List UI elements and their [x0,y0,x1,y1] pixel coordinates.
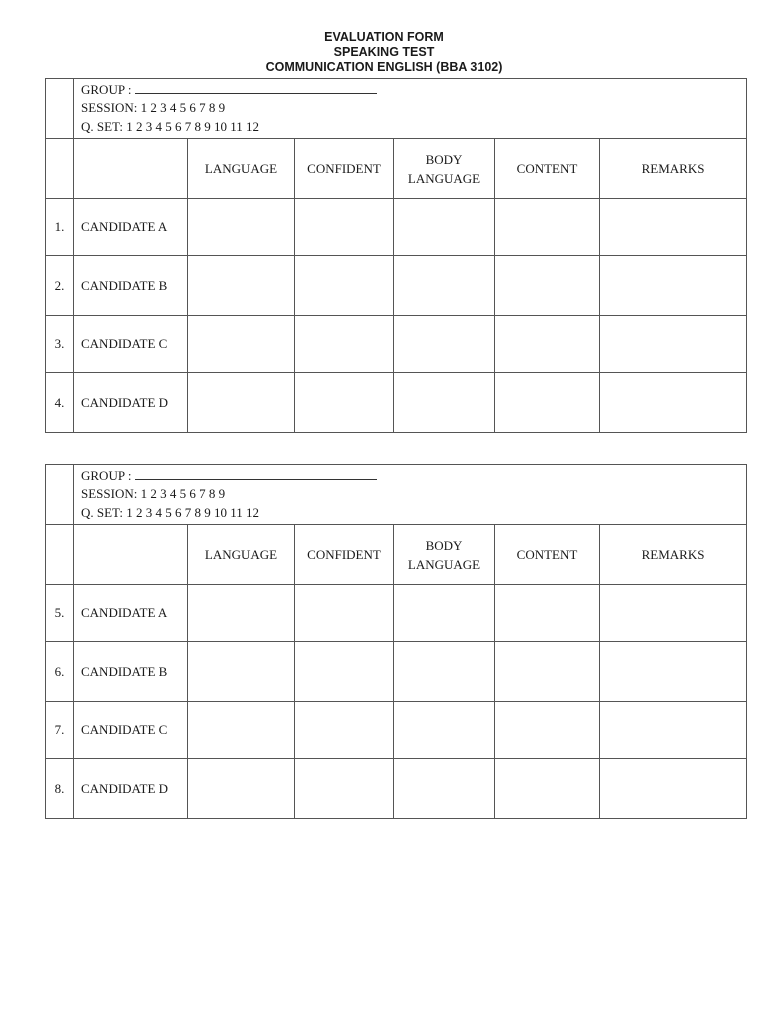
session-line: SESSION: 1 2 3 4 5 6 7 8 9 [81,486,226,502]
candidate-row [46,373,747,433]
header-language: LANGUAGE [188,139,295,199]
content-score-cell[interactable] [495,642,600,702]
header-remarks: REMARKS [600,139,747,199]
evaluation-table-1 [45,78,747,433]
confident-score-cell[interactable] [295,585,394,642]
group-info-cell [74,79,747,139]
language-score-cell[interactable] [188,759,295,819]
session-line: SESSION: 1 2 3 4 5 6 7 8 9 [81,100,226,116]
remarks-cell[interactable] [600,642,747,702]
column-header-row [46,525,747,585]
language-score-cell[interactable] [188,256,295,316]
group-label: GROUP : [81,81,132,97]
group-info-row [46,79,747,139]
remarks-cell[interactable] [600,759,747,819]
header-confident: CONFIDENT [295,139,394,199]
language-score-cell[interactable] [188,199,295,256]
language-score-cell[interactable] [188,373,295,433]
evaluation-table-2 [45,464,747,819]
candidate-name: CANDIDATE D [74,759,188,819]
confident-score-cell[interactable] [295,373,394,433]
body-language-score-cell[interactable] [394,642,495,702]
header-blank-cell [74,525,188,585]
form-subtitle: SPEAKING TEST [333,45,435,59]
confident-score-cell[interactable] [295,256,394,316]
remarks-cell[interactable] [600,316,747,373]
body-language-score-cell[interactable] [394,702,495,759]
group-info-row [46,465,747,525]
form-header [0,30,768,75]
header-blank-cell [46,525,74,585]
candidate-name: CANDIDATE B [74,256,188,316]
group-info-cell [74,465,747,525]
content-score-cell[interactable] [495,256,600,316]
language-score-cell[interactable] [188,642,295,702]
content-score-cell[interactable] [495,585,600,642]
candidate-name: CANDIDATE A [74,199,188,256]
language-score-cell[interactable] [188,702,295,759]
candidate-name: CANDIDATE B [74,642,188,702]
confident-score-cell[interactable] [295,642,394,702]
header-content: CONTENT [495,139,600,199]
confident-score-cell[interactable] [295,759,394,819]
group-label: GROUP : [81,467,132,483]
row-number: 3. [46,316,74,373]
remarks-cell[interactable] [600,199,747,256]
body-language-score-cell[interactable] [394,373,495,433]
body-language-score-cell[interactable] [394,316,495,373]
info-blank-cell [46,465,74,525]
remarks-cell[interactable] [600,585,747,642]
header-blank-cell [46,139,74,199]
candidate-name: CANDIDATE C [74,702,188,759]
row-number: 2. [46,256,74,316]
candidate-row [46,702,747,759]
remarks-cell[interactable] [600,256,747,316]
row-number: 7. [46,702,74,759]
row-number: 5. [46,585,74,642]
qset-line: Q. SET: 1 2 3 4 5 6 7 8 9 10 11 12 [81,504,259,520]
row-number: 6. [46,642,74,702]
candidate-row [46,759,747,819]
header-body-language-line1: BODY [425,537,463,553]
row-number: 4. [46,373,74,433]
candidate-row [46,316,747,373]
row-number: 8. [46,759,74,819]
content-score-cell[interactable] [495,199,600,256]
header-blank-cell [74,139,188,199]
candidate-row [46,585,747,642]
language-score-cell[interactable] [188,585,295,642]
candidate-row [46,256,747,316]
confident-score-cell[interactable] [295,199,394,256]
remarks-cell[interactable] [600,373,747,433]
group-line [81,81,746,100]
info-blank-cell [46,79,74,139]
confident-score-cell[interactable] [295,316,394,373]
candidate-name: CANDIDATE C [74,316,188,373]
header-content: CONTENT [495,525,600,585]
header-body-language [394,525,495,585]
candidate-row [46,199,747,256]
header-remarks: REMARKS [600,525,747,585]
header-confident: CONFIDENT [295,525,394,585]
row-number: 1. [46,199,74,256]
header-body-language-line2: LANGUAGE [407,170,481,186]
form-title: EVALUATION FORM [324,30,444,44]
confident-score-cell[interactable] [295,702,394,759]
group-blank-field[interactable] [135,467,377,480]
content-score-cell[interactable] [495,373,600,433]
language-score-cell[interactable] [188,316,295,373]
course-name: COMMUNICATION ENGLISH (BBA 3102) [265,60,503,74]
column-header-row [46,139,747,199]
qset-line: Q. SET: 1 2 3 4 5 6 7 8 9 10 11 12 [81,118,259,134]
body-language-score-cell[interactable] [394,585,495,642]
header-language: LANGUAGE [188,525,295,585]
content-score-cell[interactable] [495,759,600,819]
body-language-score-cell[interactable] [394,759,495,819]
group-blank-field[interactable] [135,81,377,94]
remarks-cell[interactable] [600,702,747,759]
body-language-score-cell[interactable] [394,256,495,316]
header-body-language-line1: BODY [425,151,463,167]
header-body-language-line2: LANGUAGE [407,556,481,572]
header-body-language [394,139,495,199]
candidate-row [46,642,747,702]
content-score-cell[interactable] [495,702,600,759]
content-score-cell[interactable] [495,316,600,373]
group-line [81,467,746,486]
body-language-score-cell[interactable] [394,199,495,256]
candidate-name: CANDIDATE D [74,373,188,433]
candidate-name: CANDIDATE A [74,585,188,642]
